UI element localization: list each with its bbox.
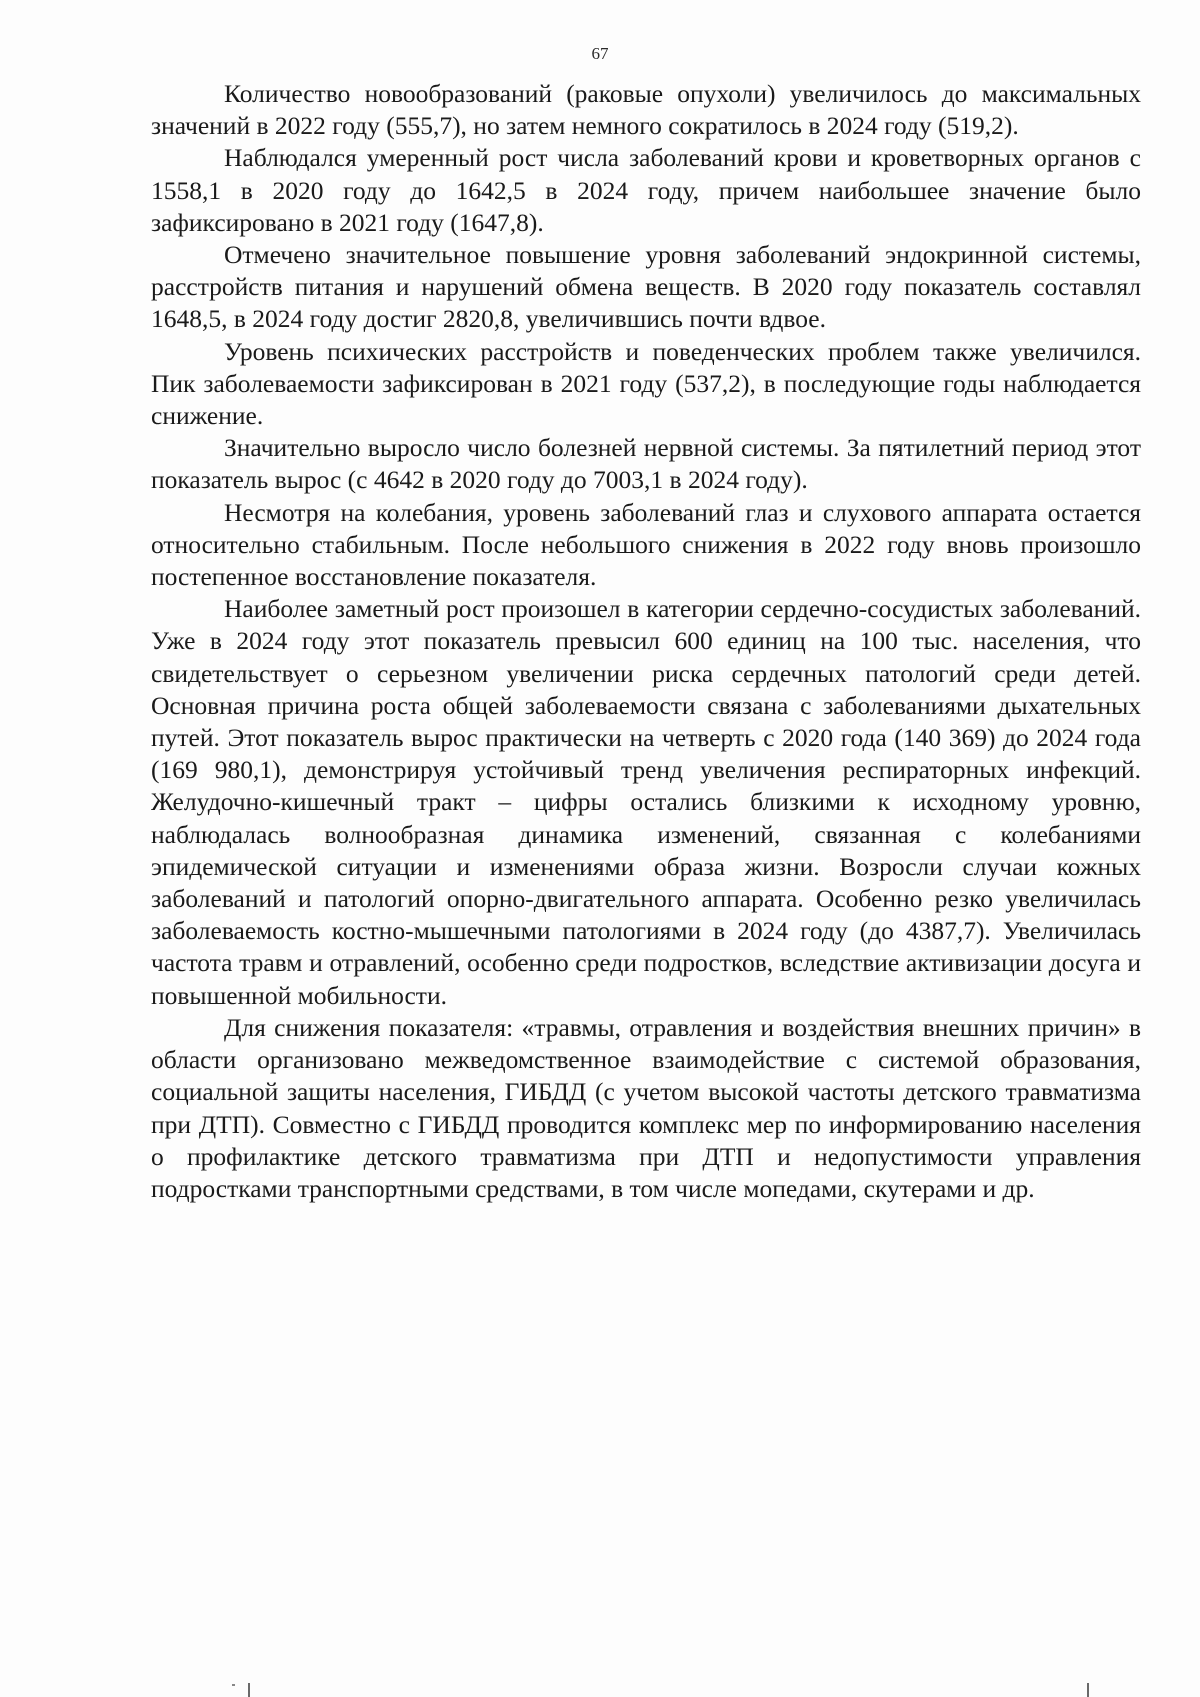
paragraph-nervous-system: Значительно выросло число болезней нервной системы. За пятилетний период этот показатель вырос (с 4642 в 2020 году до 7003,1 в 2024 году).: [151, 433, 1141, 495]
scan-artifact-mark-left: [248, 1683, 250, 1697]
paragraph-cardiovascular-respiratory: Наиболее заметный рост произошел в категории сердечно-сосудистых заболеваний. Уже в 2024 году этот показатель превысил 600 единиц на 100 тыс. населения, что свидетельствует о серьезном увеличении риска сердечных патологий среди детей. Основная причина роста общей заболеваемости связана с заболеваниями дыхательных путей. Этот показатель вырос практически на четверть с 2020 года (140 369) до 2024 года (169 980,1), демонстрируя устойчивый тренд увеличения респираторных инфекций. Желудочно-кишечный тракт – цифры остались близкими к исходному уровню, наблюдалась волнообразная динамика изменений, связанная с колебаниями эпидемической ситуации и изменениями образа жизни. Возросли случаи кожных заболеваний и патологий опорно-двигательного аппарата. Особенно резко увеличилась заболеваемость костно-мышечными патологиями в 2024 году (до 4387,7). Увеличилась частота травм и отравлений, особенно среди подростков, вследствие активизации досуга и повышенной мобильности.: [151, 594, 1141, 1010]
paragraph-mental-disorders: Уровень психических расстройств и поведенческих проблем также увеличился. Пик заболеваемости зафиксирован в 2021 году (537,2), в последующие годы наблюдается снижение.: [151, 336, 1141, 431]
scan-artifact-dot: [232, 1684, 235, 1686]
paragraph-eye-ear-diseases: Несмотря на колебания, уровень заболеваний глаз и слухового аппарата остается относительно стабильным. После небольшого снижения в 2022 году вновь произошло постепенное восстановление показателя.: [151, 497, 1141, 592]
scan-artifact-mark-right: [1087, 1683, 1089, 1697]
page-number: 67: [591, 44, 609, 63]
paragraph-blood-diseases: Наблюдался умеренный рост числа заболеваний крови и кроветворных органов с 1558,1 в 2020 году до 1642,5 в 2024 году, причем наибольшее значение было зафиксировано в 2021 году (1647,8).: [151, 143, 1141, 237]
paragraph-endocrine-diseases: Отмечено значительное повышение уровня заболеваний эндокринной системы, расстройств питания и нарушений обмена веществ. В 2020 году показатель составлял 1648,5, в 2024 году достиг 2820,8, увеличившись почти вдвое.: [151, 240, 1141, 334]
paragraph-neoplasms: Количество новообразований (раковые опухоли) увеличилось до максимальных значений в 2022 году (555,7), но затем немного сократилось в 2024 году (519,2).: [151, 79, 1141, 141]
text-body: [151, 78, 1141, 1205]
paragraph-injury-prevention: Для снижения показателя: «травмы, отравления и воздействия внешних причин» в области организовано межведомственное взаимодействие с системой образования, социальной защиты населения, ГИБДД (с учетом высокой частоты детского травматизма при ДТП). Совместно с ГИБДД проводится комплекс мер по информированию населения о профилактике детского травматизма при ДТП и недопустимости управления подростками транспортными средствами, в том числе мопедами, скутерами и др.: [151, 1012, 1141, 1203]
